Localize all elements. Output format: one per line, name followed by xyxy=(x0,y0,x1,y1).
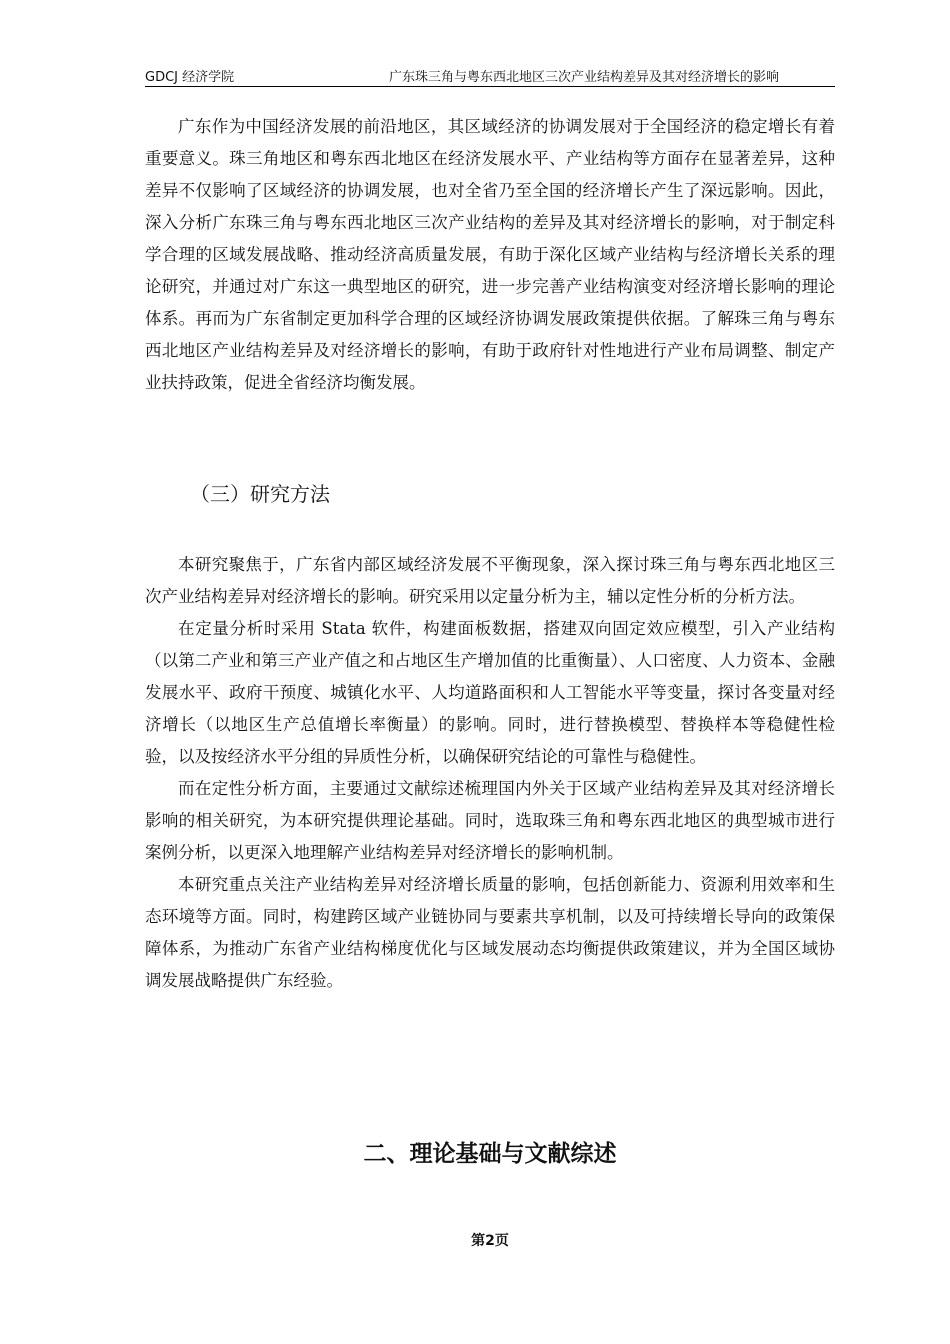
methods-paragraph-focus: 本研究重点关注产业结构差异对经济增长质量的影响，包括创新能力、资源利用效率和生态环境等方面。同时，构建跨区域产业链协同与要素共享机制，以及可持续增长导向的政策保障体系，为推动广东省产业结构梯度优化与区域发展动态均衡提供政策建议，并为全国区域协调发展战略提供广东经验。 xyxy=(145,875,835,990)
methods-paragraph-qualitative: 而在定性分析方面，主要通过文献综述梳理国内外关于区域产业结构差异及其对经济增长影响的相关研究，为本研究提供理论基础。同时，选取珠三角和粤东西北地区的典型城市进行案例分析，以更深入地理解产业结构差异对经济增长的影响机制。 xyxy=(145,779,835,862)
methods-paragraph-quantitative: 在定量分析时采用 Stata 软件，构建面板数据，搭建双向固定效应模型，引入产业结构（以第二产业和第三产业产值之和占地区生产增加值的比重衡量）、人口密度、人力资本、金融发展水平、政府干预度、城镇化水平、人均道路面积和人工智能水平等变量，探讨各变量对经济增长（以地区生产总值增长率衡量）的影响。同时，进行替换模型、替换样本等稳健性检验，以及按经济水平分组的异质性分析，以确保研究结论的可靠性与稳健性。 xyxy=(145,619,835,766)
intro-paragraph: 广东作为中国经济发展的前沿地区，其区域经济的协调发展对于全国经济的稳定增长有着重要意义。珠三角地区和粤东西北地区在经济发展水平、产业结构等方面存在显著差异，这种差异不仅影响了区域经济的协调发展，也对全省乃至全国的经济增长产生了深远影响。因此，深入分析广东珠三角与粤东西北地区三次产业结构的差异及其对经济增长的影响，对于制定科学合理的区域发展战略、推动经济高质量发展，有助于深化区域产业结构与经济增长关系的理论研究，并通过对广东这一典型地区的研究，进一步完善产业结构演变对经济增长影响的理论体系。再而为广东省制定更加科学合理的区域经济协调发展政策提供依据。了解珠三角与粤东西北地区产业结构差异及对经济增长的影响，有助于政府针对性地进行产业布局调整、制定产业扶持政策，促进全省经济均衡发展。 xyxy=(145,117,835,392)
methods-paragraph-overview: 本研究聚焦于，广东省内部区域经济发展不平衡现象，深入探讨珠三角与粤东西北地区三次产业结构差异对经济增长的影响。研究采用以定量分析为主，辅以定性分析的分析方法。 xyxy=(145,555,835,606)
page-header xyxy=(145,64,835,87)
section-heading-research-methods: （三）研究方法 xyxy=(190,482,330,506)
header-department: GDCJ 经济学院 xyxy=(145,70,235,85)
methods-section xyxy=(145,549,835,997)
page-number: 第2页 xyxy=(471,1233,509,1249)
header-thesis-title: 广东珠三角与粤东西北地区三次产业结构差异及其对经济增长的影响 xyxy=(388,70,779,85)
intro-section xyxy=(145,111,835,399)
chapter-heading: 二、理论基础与文献综述 xyxy=(363,1141,617,1167)
